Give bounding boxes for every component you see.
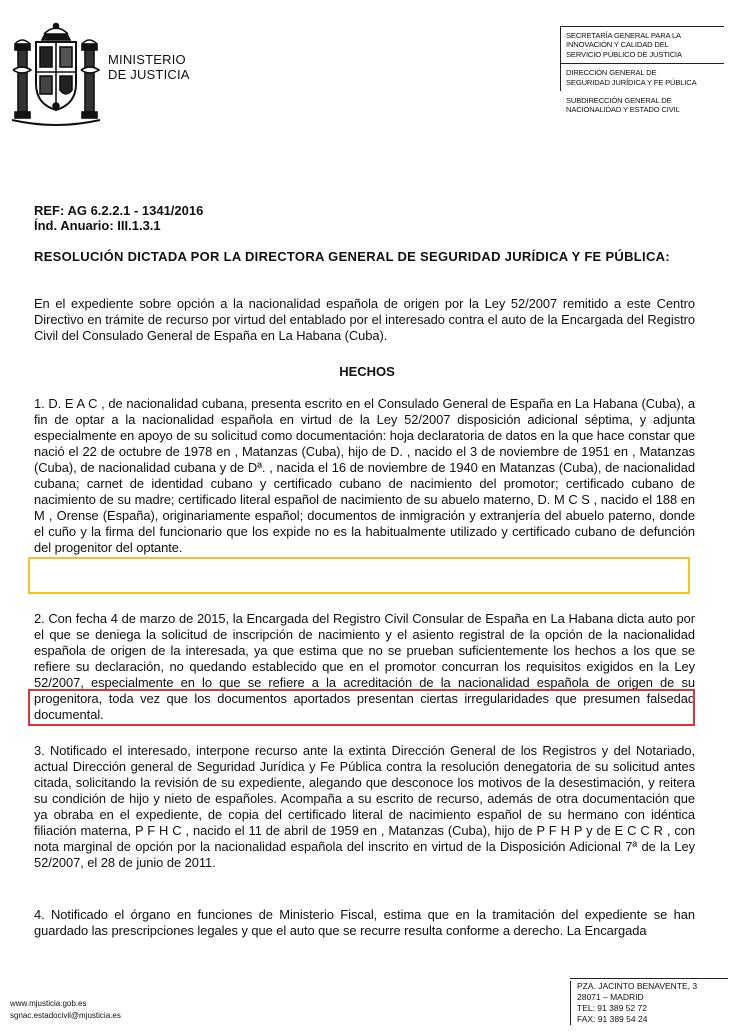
- address-block: [570, 981, 728, 1025]
- section-heading: HECHOS: [339, 364, 395, 379]
- highlight-box-yellow: [28, 557, 690, 594]
- org-line: DIRECCIÓN GENERAL DE: [566, 68, 657, 78]
- fact-paragraph-2: 2. Con fecha 4 de marzo de 2015, la Encargada del Registro Civil Consular de España en La Habana dicta auto por el que se deniega la solicitud de inscripción de nacimiento y el asiento registral de la opción de la nacionalidad española de origen de la interesada, ya que estima que no se prueban suficientemente los hechos a los que se refiere su declaración, no quedando establecido que en el promotor concurran los requisitos exigidos en la Ley 52/2007, especialmente en lo que se refiere a la acreditación de la nacionalidad española de origen de su progenitora, toda vez que los documentos aportados presentan ciertas irregularidades que presumen falsedad documental.: [34, 611, 695, 722]
- resolution-title: RESOLUCIÓN DICTADA POR LA DIRECTORA GENERAL DE SEGURIDAD JURÍDICA Y FE PÚBLICA:: [34, 249, 670, 264]
- fact-paragraph-1: 1. D. E A C , de nacionalidad cubana, presenta escrito en el Consulado General de España en La Habana (Cuba), a fin de optar a la nacionalidad española en virtud de la Ley 52/2007 disposición adicional séptima, y adjunta especialmente en apoyo de su solicitud como documentación: hoja declaratoria de datos en la que hace constar que nació el 22 de octubre de 1978 en , Matanzas (Cuba), hijo de D. , nacido el 3 de noviembre de 1951 en , Matanzas (Cuba), de nacionalidad cubana y de Dª. , nacida el 16 de noviembre de 1940 en Matanzas (Cuba), de nacionalidad cubana; carnet de identidad cubano y certificado cubano de nacimiento del promotor; certificado cubano de nacimiento de su madre; certificado literal español de nacimiento de su abuelo materno, D. M C S , nacido el 188 en M , Orense (España), originariamente español; documentos de inmigración y extranjería del abuelo paterno, donde el cuño y la firma del funcionario que los expide no es la habitualmente utilizado y certificado cubano de defunción del progenitor del optante.: [34, 396, 695, 555]
- org-line: SECRETARÍA GENERAL PARA LA: [566, 31, 681, 40]
- org-line: SUBDIRECCIÓN GENERAL DE: [566, 96, 672, 106]
- footer-email: sgnac.estadocivil@mjusticia.es: [10, 1011, 121, 1020]
- ministry-line-1: MINISTERIO: [108, 52, 186, 67]
- fax-number: FAX: 91 389 54 24: [577, 1014, 648, 1024]
- org-secretaria: [560, 26, 724, 63]
- footer-website: www.mjusticia.gob.es: [10, 999, 87, 1008]
- org-line: NACIONALIDAD Y ESTADO CIVIL: [566, 105, 680, 115]
- fact-paragraph-3: 3. Notificado el interesado, interpone recurso ante la extinta Dirección General de los Registros y del Notariado, actual Dirección general de Seguridad Jurídica y Fe Pública contra la resolución denegatoria de su solicitud antes citada, solicitando la revisión de su expediente, alegando que desconoce los motivos de la desestimación, y reitera su condición de hijo y nieto de españoles. Acompaña a su escrito de recurso, además de otra documentación que ya obraba en el expediente, de copia del certificado literal de nacimiento español de su hermano con idéntica filiación materna, P F H C , nacido el 11 de abril de 1959 en , Matanzas (Cuba), hijo de P F H P y de E C C R , con nota marginal de opción por la nacionalidad española del inscrito en virtud de la Disposición Adicional 7ª de la Ley 52/2007, el 28 de junio de 2011.: [34, 743, 695, 870]
- footer-address: [570, 978, 728, 1025]
- reference-number: REF: AG 6.2.2.1 - 1341/2016: [34, 203, 204, 218]
- org-subdireccion: [560, 91, 724, 115]
- fact-paragraph-4: 4. Notificado el órgano en funciones de Ministerio Fiscal, estima que en la tramitación del expediente se han guardado las prescripciones legales y que el auto que se recurre resulta conforme a derecho. La Encargada: [34, 907, 695, 938]
- yearbook-index: Índ. Anuario: III.1.3.1: [34, 218, 161, 233]
- org-direccion: [560, 63, 724, 91]
- intro-paragraph: En el expediente sobre opción a la nacionalidad española de origen por la Ley 52/2007 remitido a este Centro Directivo en trámite de recurso por virtud del entablado por el interesado contra el auto de la Encargada del Registro Civil del Consulado General de España en La Habana (Cuba).: [34, 296, 695, 343]
- footer-contact: [10, 998, 121, 1022]
- org-line: SERVICIO PÚBLICO DE JUSTICIA: [566, 49, 682, 59]
- coat-of-arms-icon: [10, 20, 102, 128]
- org-line: SEGURIDAD JURÍDICA Y FE PÚBLICA: [566, 77, 697, 87]
- org-line: INNOVACIÓN Y CALIDAD DEL: [566, 40, 669, 50]
- phone-number: TEL: 91 389 52 72: [577, 1003, 647, 1013]
- ministry-name: [108, 52, 190, 82]
- address-line-1: PZA. JACINTO BENAVENTE, 3: [577, 981, 698, 991]
- address-line-2: 28071 – MADRID: [577, 992, 644, 1002]
- organization-box: [560, 26, 724, 115]
- reference-block: [34, 203, 203, 233]
- ministry-line-2: DE JUSTICIA: [108, 67, 190, 82]
- footer-divider: [570, 978, 728, 979]
